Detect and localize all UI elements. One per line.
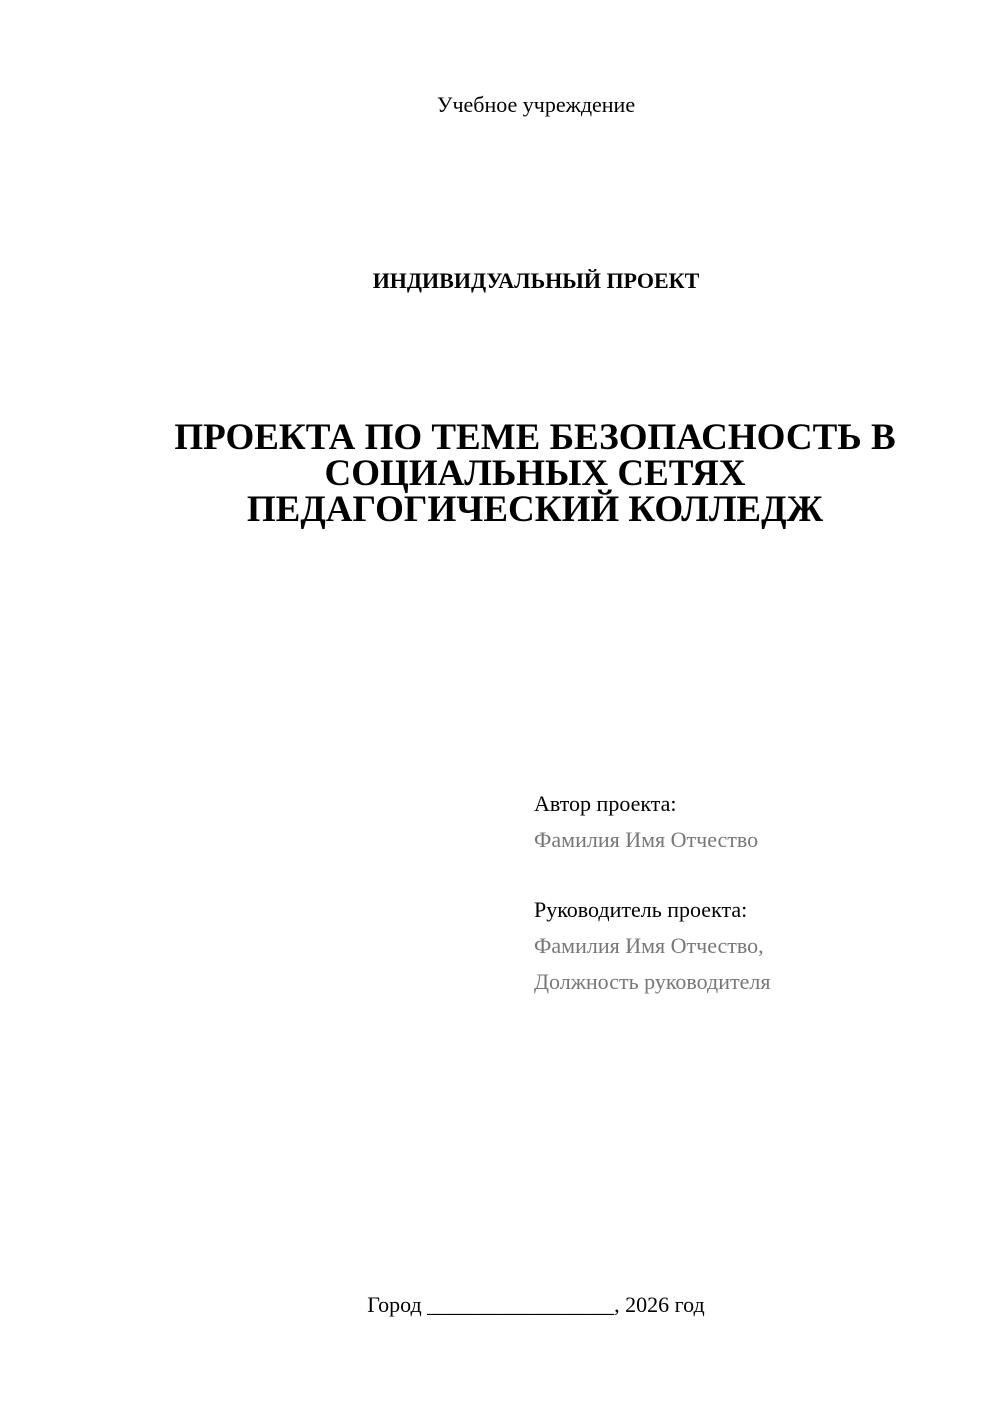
city-year-line: Город _________________, 2026 год (367, 1292, 705, 1317)
supervisor-block (534, 897, 974, 1005)
author-label: Автор проекта: (534, 791, 677, 816)
author-block (534, 791, 974, 863)
supervisor-name: Фамилия Имя Отчество, (534, 933, 764, 958)
project-title (120, 417, 950, 530)
project-title-line-1: ПРОЕКТА ПО ТЕМЕ БЕЗОПАСНОСТЬ В (174, 417, 896, 458)
project-title-line-3: ПЕДАГОГИЧЕСКИЙ КОЛЛЕДЖ (246, 489, 824, 530)
institution-name: Учебное учреждение (436, 92, 636, 117)
document-type-heading: ИНДИВИДУАЛЬНЫЙ ПРОЕКТ (372, 268, 700, 293)
author-name: Фамилия Имя Отчество (534, 827, 759, 852)
supervisor-label: Руководитель проекта: (534, 897, 748, 922)
project-title-line-2: СОЦИАЛЬНЫХ СЕТЯХ (324, 453, 746, 494)
supervisor-position: Должность руководителя (534, 969, 771, 994)
